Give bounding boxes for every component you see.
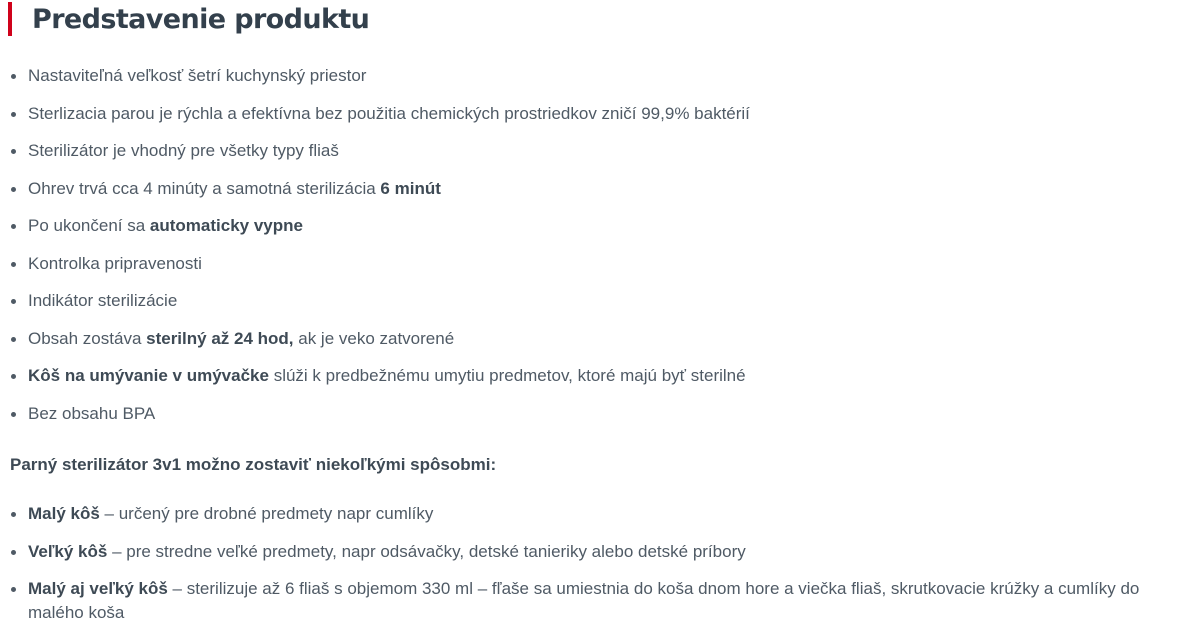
bullet-icon — [11, 412, 16, 417]
list-item: Nastaviteľná veľkosť šetrí kuchynský priestor — [10, 64, 1185, 88]
list-item: Obsah zostáva sterilný až 24 hod, ak je veko zatvorené — [10, 327, 1185, 351]
bullet-icon — [11, 550, 16, 555]
bullet-icon — [11, 587, 16, 592]
bullet-icon — [11, 74, 16, 79]
list-item: Veľký kôš – pre stredne veľké predmety, napr odsávačky, detské tanieriky alebo detské príbory — [10, 540, 1185, 564]
list-item: Bez obsahu BPA — [10, 402, 1185, 426]
bullet-icon — [11, 337, 16, 342]
bullet-icon — [11, 112, 16, 117]
configuration-list — [10, 502, 1185, 639]
list-item: Po ukončení sa automaticky vypne — [10, 214, 1185, 238]
bullet-icon — [11, 299, 16, 304]
list-item: Kôš na umývanie v umývačke slúži k predbežnému umytiu predmetov, ktoré majú byť sterilné — [10, 364, 1185, 388]
heading-accent-bar — [8, 2, 12, 36]
section-heading — [8, 0, 369, 38]
list-item: Sterlizacia parou je rýchla a efektívna bez použitia chemických prostriedkov zničí 99,9% baktérií — [10, 102, 1185, 126]
list-item: Kontrolka pripravenosti — [10, 252, 1185, 276]
bullet-icon — [11, 262, 16, 267]
bullet-icon — [11, 512, 16, 517]
list-item: Sterilizátor je vhodný pre všetky typy fliaš — [10, 139, 1185, 163]
page-title: Predstavenie produktu — [32, 3, 370, 35]
bullet-icon — [11, 224, 16, 229]
configurations-heading: Parný sterilizátor 3v1 možno zostaviť niekoľkými spôsobmi: — [10, 455, 497, 474]
bullet-icon — [11, 149, 16, 154]
feature-list — [10, 64, 1185, 439]
list-item: Indikátor sterilizácie — [10, 289, 1185, 313]
bullet-icon — [11, 374, 16, 379]
list-item: Ohrev trvá cca 4 minúty a samotná sterilizácia 6 minút — [10, 177, 1185, 201]
bullet-icon — [11, 187, 16, 192]
list-item: Malý aj veľký kôš – sterilizuje až 6 fliaš s objemom 330 ml – fľaše sa umiestnia do koša dnom hore a viečka fliaš, skrutkovacie krúžky a cumlíky do malého koša — [10, 577, 1185, 625]
list-item: Malý kôš – určený pre drobné predmety napr cumlíky — [10, 502, 1185, 526]
